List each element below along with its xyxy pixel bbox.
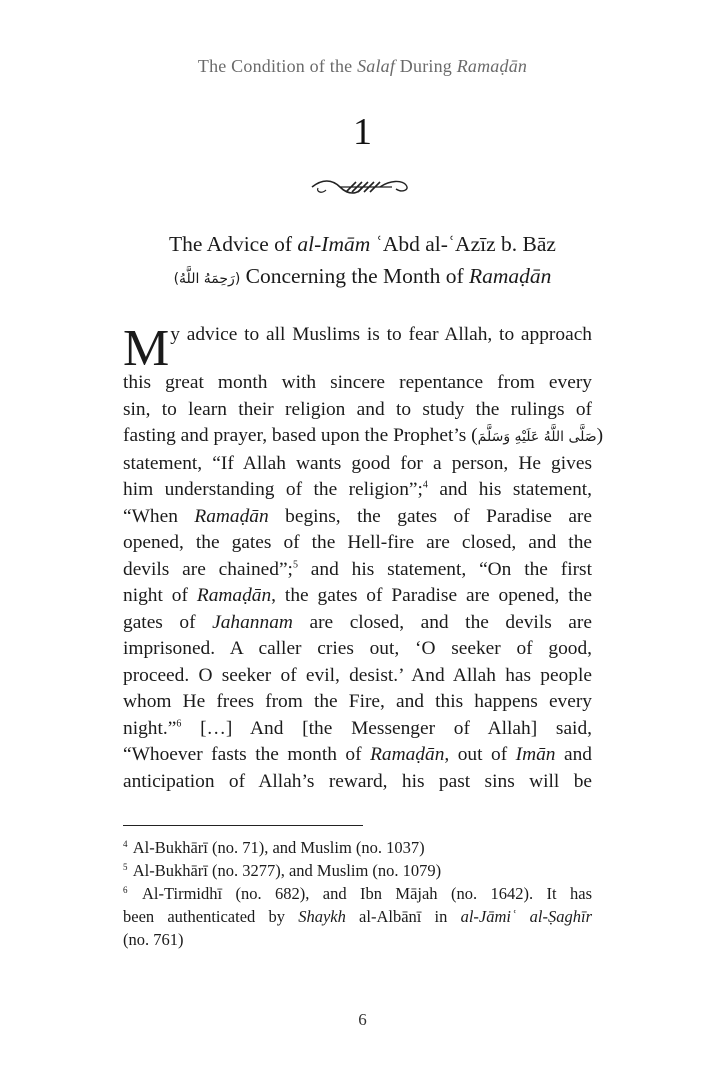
footnote-6-text-b: been authenticated by: [123, 907, 299, 926]
title-ramadan: Ramaḍān: [468, 264, 552, 288]
body-line-3: sin, to learn their religion and to study the rulings of: [123, 398, 592, 420]
header-salaf: Salaf: [357, 56, 396, 76]
footnote-ref-4: 4: [422, 479, 428, 491]
title-text: The Advice of: [169, 232, 298, 256]
footnote-6-line-1: [123, 882, 592, 905]
body-line-15: [123, 716, 592, 743]
body-line-10: [123, 583, 592, 610]
body-line-4-text: fasting and prayer, based upon the Prophet’s (: [123, 425, 478, 446]
body-line-10-text: night of: [123, 585, 197, 606]
footnote-ref-6: 6: [176, 718, 182, 730]
footnote-6-book: al-Jāmiʿ al-Ṣaghīr: [460, 907, 593, 926]
chapter-number: 1: [353, 111, 372, 153]
footnote-6-text-d: al-Albānī in: [345, 907, 461, 926]
body-line-13: proceed. O seeker of evil, desist.’ And Allah has people: [123, 664, 592, 686]
footnote-5-text: Al-Bukhārī (no. 3277), and Muslim (no. 1079): [132, 861, 442, 880]
body-line-17: anticipation of Allah’s reward, his past sins will be: [123, 770, 592, 792]
body-line-7-ramadan: Ramaḍān: [194, 505, 269, 527]
body-line-11: [123, 610, 592, 637]
footnote-6-line-3: (no. 761): [123, 930, 184, 949]
footnote-4-text: Al-Bukhārī (no. 71), and Muslim (no. 1037): [132, 838, 425, 857]
body-line-4-close: ): [596, 425, 604, 446]
body-line-9: [123, 557, 592, 584]
title-honorific: (رَحِمَهُ اللَّهُ): [173, 271, 241, 287]
header-ramadan: Ramaḍān: [456, 56, 528, 76]
body-line-2: this great month with sincere repentance from every: [123, 372, 592, 393]
body-line-10-rest: , the gates of Paradise are opened, the: [271, 585, 592, 606]
footnote-divider: [123, 825, 363, 826]
body-line-16-end: and: [555, 744, 592, 765]
running-header: [0, 56, 725, 77]
chapter-title-line-1: [80, 228, 645, 260]
body-line-7: [123, 504, 592, 531]
body-line-7-text: “When: [123, 505, 195, 527]
body-line-9-text: devils are chained”;: [123, 558, 293, 580]
footnote-ref-5: 5: [292, 559, 298, 571]
title-text-2: Concerning the Month of: [240, 264, 469, 288]
body-line-11-text: gates of: [123, 611, 213, 633]
body-line-15-text: night.”: [123, 717, 177, 739]
body-paragraph: [123, 320, 604, 795]
body-line-6-text: him understanding of the religion”;: [123, 479, 423, 500]
chapter-title-line-2: [80, 260, 645, 295]
body-line-8: opened, the gates of the Hell-fire are closed, and the: [123, 532, 592, 553]
footnote-6-text: Al-Tirmidhī (no. 682), and Ibn Mājah (no. 1642). It has: [142, 884, 592, 903]
body-line-16-mid: , out of: [444, 744, 516, 765]
title-imam: al-Imām: [297, 232, 371, 256]
body-line-12: imprisoned. A caller cries out, ‘O seeker of good,: [123, 638, 592, 659]
footnote-5: [123, 859, 592, 882]
salutation-arabic: صَلَّى اللَّهُ عَلَيْهِ وَسَلَّمَ: [477, 429, 597, 445]
body-line-16-iman: Imān: [515, 744, 556, 765]
header-text: The Condition of the: [197, 56, 358, 76]
body-line-11-jahannam: Jahannam: [212, 611, 293, 633]
footnote-6-shaykh: Shaykh: [298, 907, 346, 926]
body-line-14: whom He frees from the Fire, and this happens every: [123, 691, 592, 712]
body-line-16: [123, 742, 592, 769]
drop-cap: M: [123, 320, 170, 377]
body-line-16-text: “Whoever fasts the month of: [123, 744, 371, 765]
footnote-4: [123, 836, 592, 859]
body-line-1: y advice to all Muslims is to fear Allah, to approach: [170, 324, 592, 345]
body-line-15-rest: […] And [the Messenger of Allah] said,: [181, 717, 592, 739]
body-line-16-ramadan: Ramaḍān: [370, 744, 445, 765]
chapter-title: [80, 228, 645, 295]
footnote-6-line-2: [123, 905, 592, 928]
body-line-11-rest: are closed, and the devils are: [292, 611, 592, 633]
ornament-divider-icon: [310, 176, 415, 198]
body-line-9-rest: and his statement, “On the first: [297, 558, 592, 580]
header-text-mid: During: [395, 56, 457, 76]
footnote-number-5: 5: [123, 861, 128, 872]
title-name: ʿAbd al-ʿAzīz b. Bāz: [370, 232, 556, 256]
body-line-6-rest: and his statement,: [427, 479, 593, 500]
page-number: 6: [358, 1010, 367, 1029]
footnote-number-4: 4: [123, 838, 128, 849]
body-line-5: statement, “If Allah wants good for a person, He gives: [123, 452, 592, 474]
body-line-10-ramadan: Ramaḍān: [196, 585, 272, 606]
footnotes: [123, 836, 592, 951]
body-line-7-rest: begins, the gates of Paradise are: [268, 505, 592, 527]
body-line-6: [123, 477, 592, 504]
footnote-number-6: 6: [123, 884, 128, 895]
body-line-4: [123, 423, 604, 451]
